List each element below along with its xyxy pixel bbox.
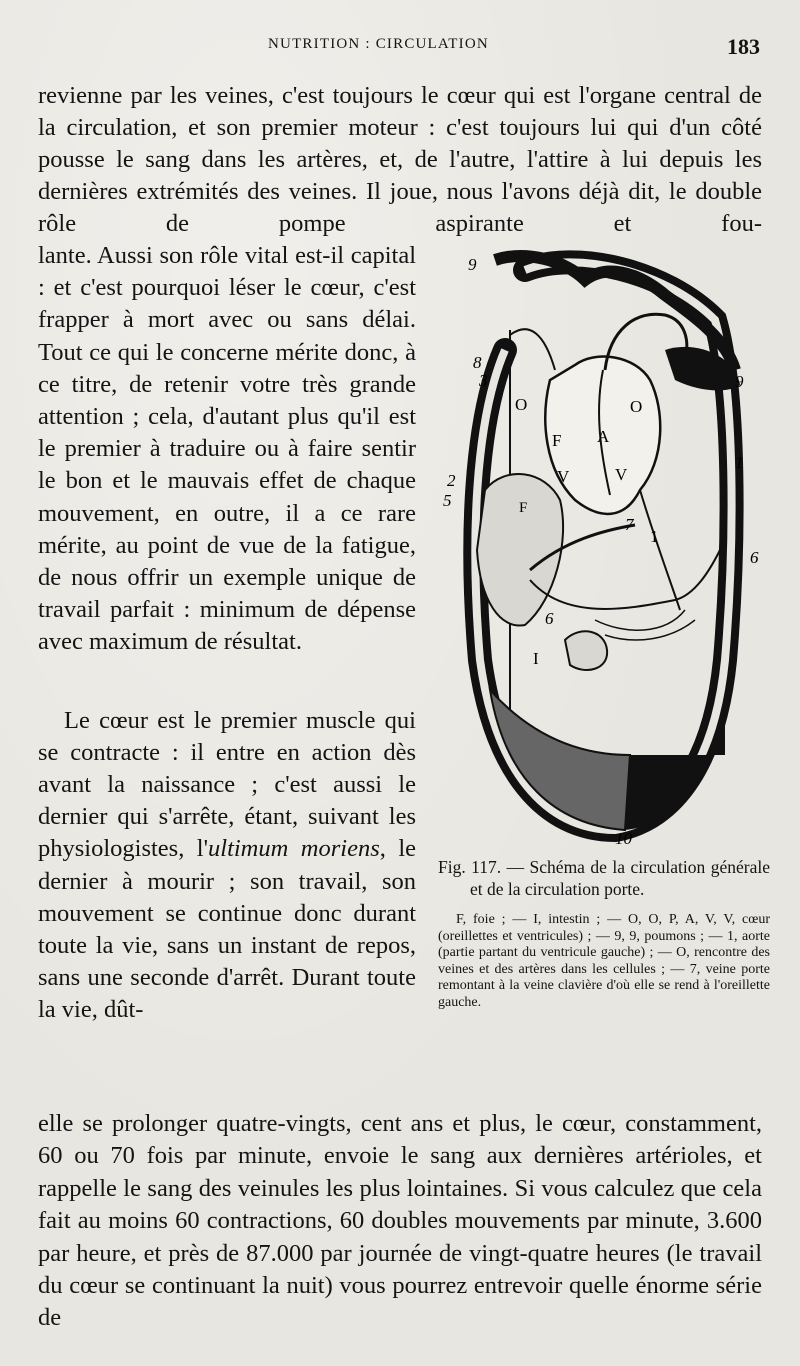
label-9-right: 9 — [735, 372, 744, 391]
top-paragraph — [38, 80, 762, 240]
label-V-right: V — [615, 465, 628, 484]
label-10: 10 — [615, 829, 632, 848]
label-6-inner: 6 — [545, 609, 554, 628]
running-title: NUTRITION : CIRCULATION — [268, 36, 489, 52]
bottom-paragraph — [38, 1108, 762, 1335]
label-F-liver: F — [519, 500, 528, 516]
top-paragraph-text: revienne par les veines, c'est toujours le cœur qui est l'organe central de la circulation, et son premier moteur : c'est toujours lui qui d'un côté pousse le sang dans les artères, et, de l'autre, l'attire à lui depuis les dernières extrémités des veines. Il joue, nous l'avons déjà dit, le double rôle de pompe aspirante et fou- — [38, 82, 762, 237]
label-V-left: V — [557, 467, 570, 486]
bottom-paragraph-text: elle se prolonger quatre-vingts, cent ans et plus, le cœur, constamment, 60 ou 70 fois par minute, envoie le sang aux dernières artérioles, et rappelle le sang des veinules les plus lointaines. Si vous calculez que cela fait au moins 60 contractions, 60 doubles mouvements par minute, 3.600 par heure, et près de 87.000 par journée de vingt-quatre heures (le travail du cœur se continuant la nuit) vous pourrez entrevoir quelle énorme série de — [38, 1110, 762, 1332]
left-paragraph-2-start: Le cœur est le premier muscle qui se contracte : il entre en action dès avant la naissance ; c'est aussi le dernier qui s'arrête, étant, suivant les physiologistes, l' — [38, 706, 416, 863]
label-O-right: O — [630, 397, 643, 416]
left-paragraph-2 — [38, 705, 416, 1027]
caption-title: Fig. 117. — Schéma de la circulation générale et de la circulation porte. — [438, 857, 770, 899]
label-3: 3 — [479, 371, 488, 390]
intestine — [565, 631, 607, 670]
label-9-left: 9 — [468, 255, 477, 274]
label-6-right: 6 — [750, 548, 759, 567]
page-header — [0, 30, 800, 66]
label-1-inner: 1 — [650, 527, 659, 546]
circulation-diagram — [435, 240, 775, 850]
label-O-left: O — [515, 395, 528, 414]
intestinal-villi — [595, 610, 695, 640]
label-F-heart: F — [552, 431, 562, 450]
figure-caption — [438, 856, 770, 1011]
label-1-right: 1 — [735, 453, 744, 472]
latin-phrase: ultimum moriens — [208, 835, 380, 863]
caption-legend: F, foie ; — I, intestin ; — O, O, P, A, V, V, cœur (oreillettes et ventricules) ; — 9, 9, poumons ; — 1, aorte (partie partant du ventricule gauche) ; — O, rencontre des veines et des artères dans les cellules ; — 7, veine porte remontant à la veine clavière d'où elle se rend à l'oreillette gauche. — [438, 912, 770, 1010]
label-5: 5 — [443, 491, 452, 510]
label-A: A — [597, 427, 610, 446]
label-2: 2 — [447, 471, 456, 490]
liver — [477, 474, 563, 626]
left-column — [38, 240, 416, 1027]
left-paragraph-2-end: , le dernier à mourir ; son travail, son mouvement se continue donc durant toute la vie, sans un instant de repos, sans une seconde d'arrêt. Durant toute la vie, dût- — [38, 835, 416, 1024]
page-number: 183 — [727, 34, 760, 59]
circulation-diagram-svg — [435, 240, 775, 850]
label-I: I — [533, 649, 539, 668]
label-8: 8 — [473, 353, 482, 372]
aorta-descending — [640, 490, 680, 610]
left-paragraph-1: lante. Aussi son rôle vital est-il capital : et c'est pourquoi léser le cœur, c'est frapper à mort avec ou sans délai. Tout ce qui le concerne mérite donc, à ce titre, de retenir votre très grande attention ; cela, d'autant plus qu'il est le premier à traduire ou à faire sentir le bon et le mauvais effet de chaque mouvement, en outre, il a ce rare mérite, au point de vue de la fatigue, de nous offrir un exemple unique de travail parfait : minimum de dépense avec maximum de résultat. — [38, 242, 416, 656]
label-7: 7 — [625, 515, 634, 534]
